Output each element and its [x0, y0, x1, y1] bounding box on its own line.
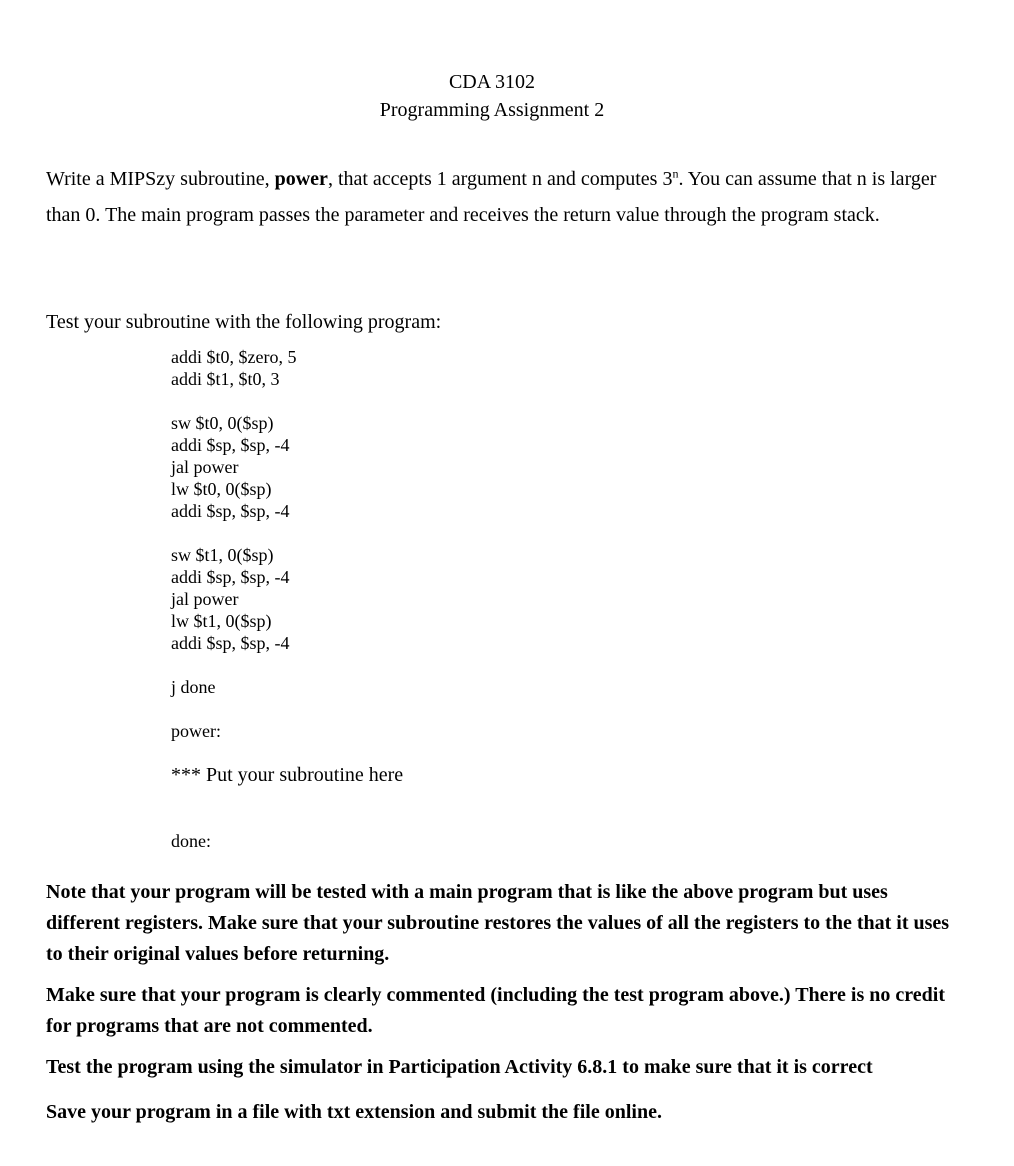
function-name: power: [274, 168, 328, 190]
note-comments: Make sure that your program is clearly commented (including the test program above.) There is no credit for programs that are not commented.: [46, 984, 945, 1037]
blank-line: [171, 786, 403, 808]
intro-text-3: . You can assume that n is larger than 0. The main program passes the parameter and receives the return value through the program stack.: [46, 168, 937, 226]
subroutine-placeholder: *** Put your subroutine here: [171, 764, 404, 786]
assignment-title: Programming Assignment 2: [379, 99, 605, 121]
code-line: addi $t1, $t0, 3: [171, 369, 280, 389]
blank-line: [171, 654, 403, 676]
blank-line: [171, 698, 403, 720]
note-submission: Save your program in a file with txt extension and submit the file online.: [46, 1101, 662, 1123]
document-header: [0, 68, 984, 124]
blank-line: [171, 522, 403, 544]
note-simulator: Test the program using the simulator in Participation Activity 6.8.1 to make sure that it is correct: [46, 1056, 873, 1078]
code-line: lw $t0, 0($sp): [171, 479, 272, 499]
code-line: jal power: [171, 457, 239, 477]
assignment-description: [46, 161, 946, 233]
code-line: addi $sp, $sp, -4: [171, 633, 290, 653]
code-line: addi $sp, $sp, -4: [171, 501, 290, 521]
code-label: done:: [171, 831, 211, 851]
code-line: addi $sp, $sp, -4: [171, 435, 290, 455]
blank-line: [171, 742, 403, 764]
test-instructions: Test your subroutine with the following program:: [46, 311, 442, 333]
notes-section: [46, 877, 956, 1138]
test-program: [171, 346, 403, 852]
course-title: CDA 3102: [448, 71, 536, 93]
code-line: j done: [171, 677, 216, 697]
code-line: jal power: [171, 589, 239, 609]
intro-text-2: , that accepts 1 argument n and computes 3: [327, 168, 673, 190]
code-line: sw $t0, 0($sp): [171, 413, 274, 433]
note-registers: Note that your program will be tested with a main program that is like the above program but uses different registers. Make sure that your subroutine restores the values of all the registers to the that it uses to their original values before returning.: [46, 881, 950, 965]
blank-line: [171, 390, 403, 412]
blank-line: [171, 808, 403, 830]
code-line: sw $t1, 0($sp): [171, 545, 274, 565]
code-line: lw $t1, 0($sp): [171, 611, 272, 631]
code-line: addi $sp, $sp, -4: [171, 567, 290, 587]
intro-text-1: Write a MIPSzy subroutine,: [46, 168, 275, 190]
exponent: n: [672, 166, 679, 181]
code-label: power:: [171, 721, 221, 741]
code-line: addi $t0, $zero, 5: [171, 347, 297, 367]
